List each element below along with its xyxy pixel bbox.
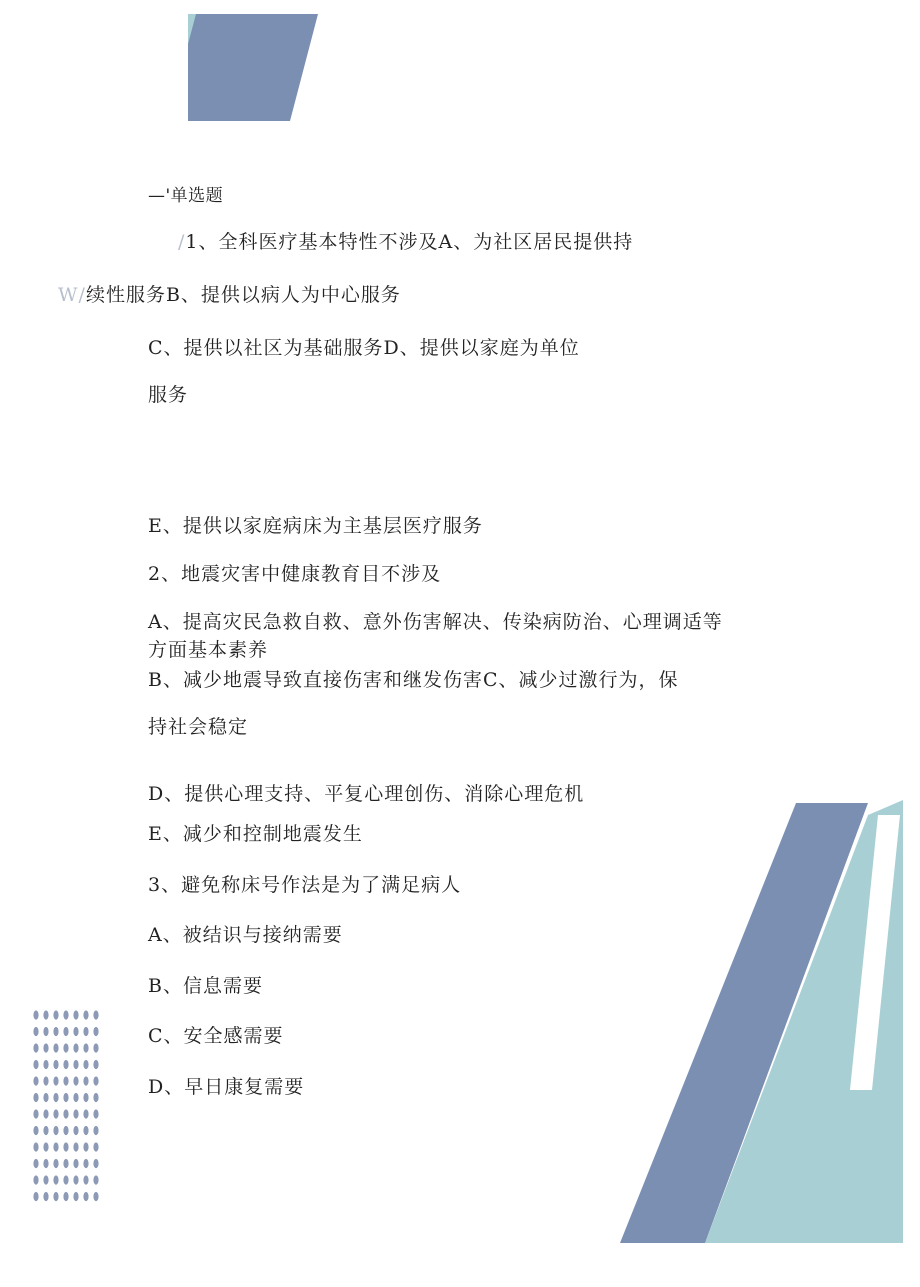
dot	[33, 1093, 38, 1102]
dot	[53, 1076, 58, 1085]
question-2-stem: 2、地震灾害中健康教育目不涉及	[148, 563, 442, 585]
dot	[73, 1043, 78, 1052]
dot	[53, 1027, 58, 1036]
dot	[43, 1043, 48, 1052]
question-1-marker: /	[178, 231, 186, 253]
dot	[43, 1175, 48, 1184]
question-3-option-b: B、信息需要	[148, 975, 263, 997]
question-2-option-c-cont: 持社会稳定	[148, 716, 249, 738]
dot	[83, 1175, 88, 1184]
dot	[73, 1142, 78, 1151]
dot	[33, 1159, 38, 1168]
dot	[83, 1093, 88, 1102]
dot	[43, 1126, 48, 1135]
dot	[63, 1060, 68, 1069]
question-1-option-d-cont: 服务	[148, 384, 189, 406]
dot	[83, 1010, 88, 1019]
dot	[53, 1109, 58, 1118]
dot	[93, 1126, 98, 1135]
dot	[53, 1159, 58, 1168]
dot	[33, 1027, 38, 1036]
question-1-line2: 续性服务B、提供以病人为中心服务	[85, 284, 401, 306]
dot	[63, 1109, 68, 1118]
dot	[83, 1027, 88, 1036]
dot	[63, 1175, 68, 1184]
dot	[63, 1043, 68, 1052]
dot	[33, 1010, 38, 1019]
dot	[73, 1076, 78, 1085]
dot	[73, 1175, 78, 1184]
question-3-option-c: C、安全感需要	[148, 1025, 284, 1047]
question-2-option-a: A、提高灾民急救自救、意外伤害解决、传染病防治、心理调适等	[148, 611, 723, 633]
question-1-option-e: E、提供以家庭病床为主基层医疗服务	[148, 515, 483, 537]
dot	[43, 1159, 48, 1168]
dot	[63, 1027, 68, 1036]
dot	[93, 1175, 98, 1184]
dot	[93, 1043, 98, 1052]
dot	[83, 1192, 88, 1201]
dot	[63, 1010, 68, 1019]
dot	[63, 1159, 68, 1168]
dot	[73, 1060, 78, 1069]
dot	[53, 1060, 58, 1069]
dot	[93, 1109, 98, 1118]
dot	[93, 1060, 98, 1069]
dot	[83, 1126, 88, 1135]
dot	[93, 1076, 98, 1085]
question-2-option-a-cont: 方面基本素养	[148, 639, 269, 661]
dot	[53, 1175, 58, 1184]
question-3-option-d: D、早日康复需要	[148, 1076, 305, 1098]
dot	[83, 1043, 88, 1052]
dot	[53, 1043, 58, 1052]
dot	[53, 1093, 58, 1102]
dot	[93, 1159, 98, 1168]
dot	[93, 1093, 98, 1102]
question-2-option-e: E、减少和控制地震发生	[148, 823, 363, 845]
dot	[33, 1175, 38, 1184]
dot	[33, 1060, 38, 1069]
dot	[73, 1093, 78, 1102]
dot	[83, 1142, 88, 1151]
dot	[43, 1027, 48, 1036]
dot	[43, 1060, 48, 1069]
dot	[93, 1010, 98, 1019]
dot	[33, 1043, 38, 1052]
faint-prefix: W/	[58, 284, 86, 306]
question-1-stem	[178, 230, 633, 254]
dot	[33, 1126, 38, 1135]
dot	[43, 1142, 48, 1151]
dot	[33, 1076, 38, 1085]
dot	[83, 1159, 88, 1168]
dot	[73, 1159, 78, 1168]
dot	[43, 1076, 48, 1085]
dot	[43, 1192, 48, 1201]
question-2-option-d: D、提供心理支持、平复心理创伤、消除心理危机	[148, 783, 585, 805]
dot	[73, 1126, 78, 1135]
question-3-option-a: A、被结识与接纳需要	[148, 924, 343, 946]
dot	[43, 1010, 48, 1019]
dot-pattern	[32, 1010, 104, 1210]
top-left-stripe	[188, 14, 318, 121]
dot	[73, 1010, 78, 1019]
dot	[63, 1142, 68, 1151]
dot	[73, 1192, 78, 1201]
dot	[83, 1109, 88, 1118]
dot	[63, 1093, 68, 1102]
dot	[93, 1192, 98, 1201]
question-1-continuation	[58, 283, 401, 307]
section-heading: —'单选题	[148, 186, 224, 206]
dot	[53, 1010, 58, 1019]
dot	[83, 1076, 88, 1085]
question-2-option-b-c: B、减少地震导致直接伤害和继发伤害C、减少过激行为，保	[148, 669, 679, 691]
dot	[73, 1027, 78, 1036]
dot	[63, 1076, 68, 1085]
dot	[93, 1027, 98, 1036]
dot	[63, 1126, 68, 1135]
dot	[53, 1142, 58, 1151]
dot	[33, 1109, 38, 1118]
question-1-option-c-d: C、提供以社区为基础服务D、提供以家庭为单位	[148, 337, 580, 359]
question-1-line1: 1、全科医疗基本特性不涉及A、为社区居民提供持	[185, 231, 634, 253]
dot	[43, 1093, 48, 1102]
dot	[63, 1192, 68, 1201]
question-3-stem: 3、避免称床号作法是为了满足病人	[148, 874, 462, 896]
dot	[33, 1142, 38, 1151]
dot	[53, 1192, 58, 1201]
dot	[33, 1192, 38, 1201]
dot	[83, 1060, 88, 1069]
dot	[93, 1142, 98, 1151]
dot	[43, 1109, 48, 1118]
dot	[73, 1109, 78, 1118]
dot	[53, 1126, 58, 1135]
